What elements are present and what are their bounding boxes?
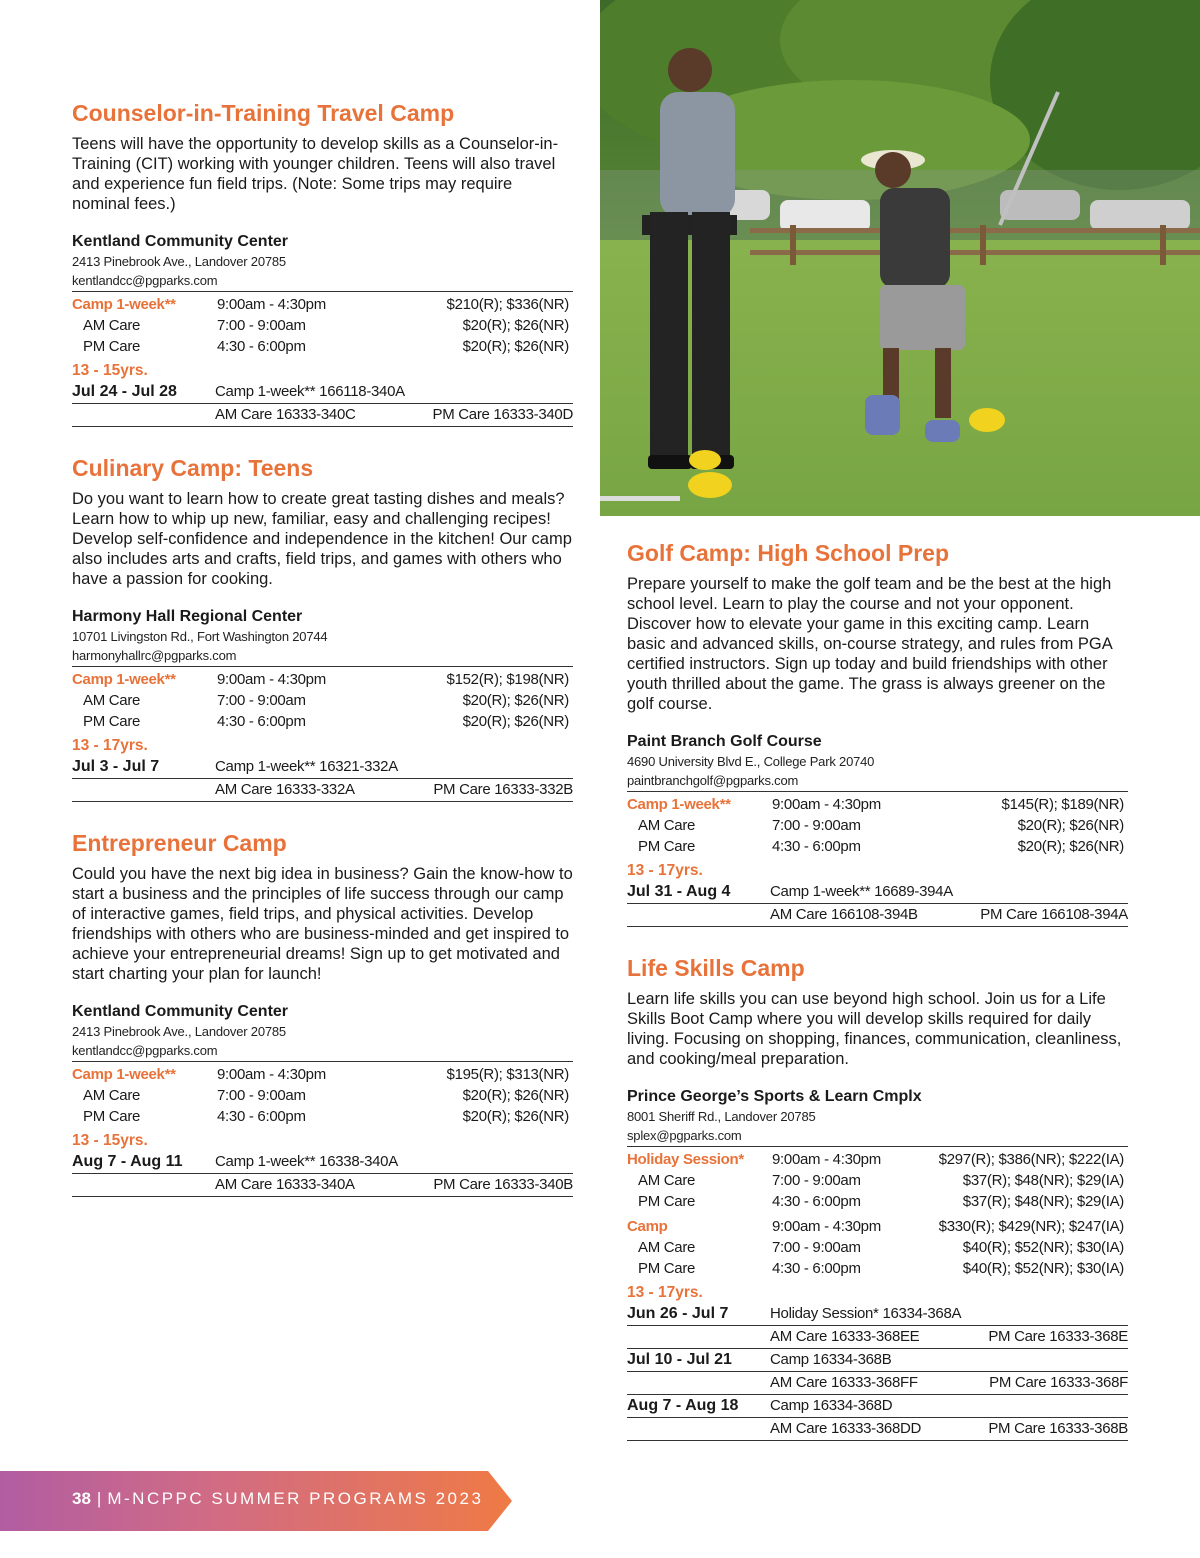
right-column <box>627 538 1128 1441</box>
schedule-label: Holiday Session* <box>627 1151 744 1168</box>
schedule-row <box>72 669 573 690</box>
session-dates: Jul 24 - Jul 28 <box>72 383 177 400</box>
date-row <box>72 756 573 779</box>
schedule-table <box>72 1061 573 1127</box>
schedule-row <box>627 1170 1128 1191</box>
course-code: Camp 1-week** 16689-394A <box>770 883 953 900</box>
schedule-fee: $40(R); $52(NR); $30(IA) <box>962 1260 1124 1277</box>
schedule-time: 9:00am - 4:30pm <box>217 296 326 313</box>
venue-address: 8001 Sheriff Rd., Landover 20785 <box>627 1109 816 1124</box>
schedule-row <box>72 1064 573 1085</box>
schedule-label: PM Care <box>83 338 141 355</box>
entrepreneur-section <box>72 828 573 1197</box>
course-code-2 <box>970 1303 1128 1325</box>
schedule-time: 4:30 - 6:00pm <box>217 713 306 730</box>
schedule-row <box>72 336 573 357</box>
schedule-fee: $40(R); $52(NR); $30(IA) <box>962 1239 1124 1256</box>
date-row <box>627 881 1128 904</box>
venue-address: 10701 Livingston Rd., Fort Washington 20744 <box>72 629 328 644</box>
age-range: 13 - 17yrs. <box>72 737 148 754</box>
schedule-label: Camp 1-week** <box>72 671 176 688</box>
schedule-fee: $152(R); $198(NR) <box>446 671 569 688</box>
date-row <box>72 1151 573 1174</box>
schedule-fee: $20(R); $26(NR) <box>462 692 569 709</box>
course-code: AM Care 16333-368DD <box>770 1420 922 1437</box>
schedule-row <box>72 711 573 732</box>
cit-section <box>72 98 573 427</box>
schedule-label: AM Care <box>83 692 141 709</box>
schedule-time: 7:00 - 9:00am <box>217 692 306 709</box>
date-row <box>627 1349 1128 1372</box>
schedule-label: Camp 1-week** <box>72 1066 176 1083</box>
schedule-row <box>627 1149 1128 1170</box>
schedule-label: PM Care <box>83 1108 141 1125</box>
schedule-label: Camp 1-week** <box>72 296 176 313</box>
session-dates: Aug 7 - Aug 11 <box>72 1153 183 1170</box>
schedule-fee: $20(R); $26(NR) <box>462 1087 569 1104</box>
publication-title: M-NCPPC SUMMER PROGRAMS 2023 <box>107 1489 484 1508</box>
footer-separator: | <box>96 1489 102 1508</box>
schedule-time: 7:00 - 9:00am <box>772 817 861 834</box>
schedule-label: Camp 1-week** <box>627 796 731 813</box>
course-code: Camp 1-week** 166118-340A <box>215 383 405 400</box>
section-description: Prepare yourself to make the golf team and be the best at the high school level. Learn to play the course and not your opponent. Discover how to elevate your game in this exciting camp. Learn basic and advanced skills, on-course strategy, and rules from PGA certified instructors. Sign up today and build friendships with other youth thrilled about the game. The grass is always greener on the golf course. <box>627 575 1112 713</box>
course-code-2: PM Care 16333-332B <box>433 781 573 798</box>
course-code-2 <box>970 1395 1128 1417</box>
date-row <box>72 779 573 802</box>
course-code-2: PM Care 16333-368E <box>988 1328 1128 1345</box>
course-code: Camp 16334-368D <box>770 1397 893 1414</box>
section-description: Do you want to learn how to create great tasting dishes and meals? Learn how to whip up new, familiar, easy and challenging recipes! Develop self-confidence and independence in the kitchen! Our camp also includes arts and crafts, field trips, and games with others who have a passion for cooking. <box>72 490 572 588</box>
course-code: Camp 16334-368B <box>770 1351 892 1368</box>
venue-name: Harmony Hall Regional Center <box>72 608 303 625</box>
venue-email[interactable]: harmonyhallrc@pgparks.com <box>72 648 237 663</box>
age-range: 13 - 17yrs. <box>627 862 703 879</box>
date-row <box>627 1395 1128 1418</box>
schedule-label: Camp <box>627 1218 668 1235</box>
course-code: AM Care 16333-332A <box>215 781 355 798</box>
session-dates <box>72 779 215 801</box>
venue-name: Kentland Community Center <box>72 233 289 250</box>
section-title: Entrepreneur Camp <box>72 830 287 856</box>
footer <box>72 1489 483 1509</box>
schedule-label: PM Care <box>638 838 696 855</box>
left-column <box>72 98 573 1197</box>
schedule-time: 4:30 - 6:00pm <box>772 838 861 855</box>
schedule-table <box>72 291 573 357</box>
course-code: Holiday Session* 16334-368A <box>770 1305 962 1322</box>
course-code-2: PM Care 16333-340D <box>432 406 573 423</box>
schedule-row <box>72 1106 573 1127</box>
date-row <box>72 404 573 427</box>
session-dates: Jun 26 - Jul 7 <box>627 1305 729 1322</box>
date-row <box>627 904 1128 927</box>
schedule-time: 7:00 - 9:00am <box>217 1087 306 1104</box>
schedule-label: PM Care <box>638 1193 696 1210</box>
schedule-fee: $20(R); $26(NR) <box>462 338 569 355</box>
session-dates <box>627 1326 770 1348</box>
lifeskills-section <box>627 953 1128 1441</box>
schedule-label: AM Care <box>638 1172 696 1189</box>
schedule-label: PM Care <box>638 1260 696 1277</box>
age-range: 13 - 15yrs. <box>72 1132 148 1149</box>
session-dates <box>627 904 770 926</box>
section-title: Golf Camp: High School Prep <box>627 540 950 566</box>
date-row <box>627 1418 1128 1441</box>
schedule-fee: $37(R); $48(NR); $29(IA) <box>962 1193 1124 1210</box>
schedule-time: 9:00am - 4:30pm <box>772 796 881 813</box>
section-title: Counselor-in-Training Travel Camp <box>72 100 455 126</box>
schedule-row <box>72 294 573 315</box>
golf-photo <box>600 0 1200 516</box>
schedule-time: 9:00am - 4:30pm <box>217 1066 326 1083</box>
schedule-table <box>72 666 573 732</box>
schedule-row <box>627 1237 1128 1258</box>
venue-email[interactable]: paintbranchgolf@pgparks.com <box>627 773 799 788</box>
schedule-time: 4:30 - 6:00pm <box>217 338 306 355</box>
course-code-2: PM Care 16333-368F <box>989 1374 1128 1391</box>
schedule-fee: $20(R); $26(NR) <box>1017 817 1124 834</box>
schedule-time: 7:00 - 9:00am <box>217 317 306 334</box>
venue-email[interactable]: kentlandcc@pgparks.com <box>72 1043 218 1058</box>
venue-name: Paint Branch Golf Course <box>627 733 822 750</box>
age-range: 13 - 17yrs. <box>627 1284 703 1301</box>
schedule-fee: $20(R); $26(NR) <box>1017 838 1124 855</box>
course-code: Camp 1-week** 16321-332A <box>215 758 398 775</box>
culinary-section <box>72 453 573 802</box>
course-code-2 <box>970 881 1128 903</box>
schedule-row <box>627 794 1128 815</box>
course-code: AM Care 16333-368EE <box>770 1328 920 1345</box>
course-code-2: PM Care 16333-368B <box>988 1420 1128 1437</box>
schedule-row <box>627 1191 1128 1212</box>
schedule-label: AM Care <box>83 317 141 334</box>
course-code: AM Care 16333-340A <box>215 1176 355 1193</box>
schedule-label: PM Care <box>83 713 141 730</box>
schedule-row <box>627 815 1128 836</box>
schedule-time: 4:30 - 6:00pm <box>217 1108 306 1125</box>
venue-address: 2413 Pinebrook Ave., Landover 20785 <box>72 1024 286 1039</box>
schedule-time: 9:00am - 4:30pm <box>772 1218 881 1235</box>
schedule-fee: $297(R); $386(NR); $222(IA) <box>938 1151 1124 1168</box>
session-dates: Jul 10 - Jul 21 <box>627 1351 732 1368</box>
session-dates: Jul 3 - Jul 7 <box>72 758 160 775</box>
schedule-fee: $20(R); $26(NR) <box>462 1108 569 1125</box>
schedule-table <box>627 791 1128 857</box>
schedule-table <box>627 1146 1128 1279</box>
date-row <box>627 1372 1128 1395</box>
session-dates <box>72 404 215 426</box>
session-dates <box>627 1372 770 1394</box>
section-title: Culinary Camp: Teens <box>72 455 314 481</box>
schedule-row <box>72 315 573 336</box>
schedule-fee: $210(R); $336(NR) <box>446 296 569 313</box>
venue-address: 4690 University Blvd E., College Park 20740 <box>627 754 875 769</box>
course-code-2: PM Care 16333-340B <box>433 1176 573 1193</box>
schedule-fee: $37(R); $48(NR); $29(IA) <box>962 1172 1124 1189</box>
schedule-fee: $145(R); $189(NR) <box>1001 796 1124 813</box>
venue-address: 2413 Pinebrook Ave., Landover 20785 <box>72 254 286 269</box>
schedule-time: 9:00am - 4:30pm <box>217 671 326 688</box>
schedule-label: AM Care <box>83 1087 141 1104</box>
course-code-2: PM Care 166108-394A <box>980 906 1128 923</box>
schedule-fee: $195(R); $313(NR) <box>446 1066 569 1083</box>
venue-name: Kentland Community Center <box>72 1003 289 1020</box>
course-code: Camp 1-week** 16338-340A <box>215 1153 398 1170</box>
section-title: Life Skills Camp <box>627 955 805 981</box>
schedule-row <box>627 1258 1128 1279</box>
course-code: AM Care 16333-368FF <box>770 1374 918 1391</box>
schedule-time: 7:00 - 9:00am <box>772 1239 861 1256</box>
schedule-time: 4:30 - 6:00pm <box>772 1193 861 1210</box>
session-dates <box>627 1418 770 1440</box>
section-description: Could you have the next big idea in business? Gain the know-how to start a business and the principles of life success through our camp of interactive games, field trips, and physical activities. Develop friendships with others who are business-minded and get inspired to achieve your entrepreneurial dreams! Sign up to get motivated and start charting your plan for launch! <box>72 865 573 983</box>
golf-photo-illustration <box>600 0 1200 516</box>
schedule-fee: $20(R); $26(NR) <box>462 713 569 730</box>
schedule-row <box>627 1216 1128 1237</box>
course-code-2 <box>415 381 573 403</box>
schedule-label: AM Care <box>638 817 696 834</box>
section-description: Teens will have the opportunity to develop skills as a Counselor-in-Training (CIT) working with younger children. Teens will also travel and experience fun field trips. (Note: Some trips may require nominal fees.) <box>72 135 559 213</box>
section-description: Learn life skills you can use beyond high school. Join us for a Life Skills Boot Camp where you will develop skills required for daily living. Focusing on shopping, finances, communication, cleanliness, and cooking/meal preparation. <box>627 990 1122 1068</box>
course-code: AM Care 16333-340C <box>215 406 356 423</box>
venue-email[interactable]: splex@pgparks.com <box>627 1128 742 1143</box>
course-code-2 <box>415 1151 573 1173</box>
schedule-row <box>627 836 1128 857</box>
golf-section <box>627 538 1128 927</box>
schedule-time: 4:30 - 6:00pm <box>772 1260 861 1277</box>
age-range: 13 - 15yrs. <box>72 362 148 379</box>
page-number: 38 <box>72 1489 91 1508</box>
session-dates: Jul 31 - Aug 4 <box>627 883 731 900</box>
date-row <box>72 1174 573 1197</box>
session-dates: Aug 7 - Aug 18 <box>627 1397 739 1414</box>
course-code: AM Care 166108-394B <box>770 906 918 923</box>
schedule-row <box>72 690 573 711</box>
venue-name: Prince George’s Sports & Learn Cmplx <box>627 1088 922 1105</box>
date-row <box>627 1303 1128 1326</box>
course-code-2 <box>415 756 573 778</box>
date-row <box>627 1326 1128 1349</box>
date-row <box>72 381 573 404</box>
schedule-time: 7:00 - 9:00am <box>772 1172 861 1189</box>
session-dates <box>72 1174 215 1196</box>
schedule-time: 9:00am - 4:30pm <box>772 1151 881 1168</box>
schedule-label: AM Care <box>638 1239 696 1256</box>
schedule-row <box>72 1085 573 1106</box>
schedule-fee: $330(R); $429(NR); $247(IA) <box>938 1218 1124 1235</box>
venue-email[interactable]: kentlandcc@pgparks.com <box>72 273 218 288</box>
schedule-fee: $20(R); $26(NR) <box>462 317 569 334</box>
course-code-2 <box>970 1349 1128 1371</box>
